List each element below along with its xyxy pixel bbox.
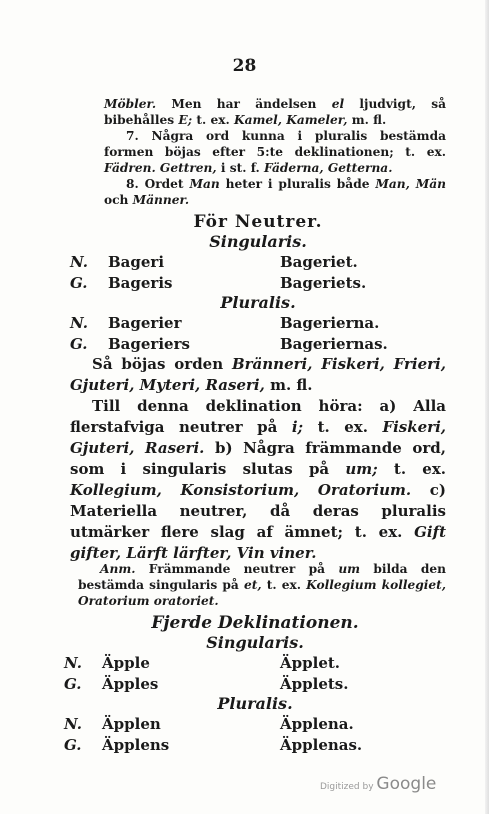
definite-form: Bageriernas. <box>280 334 388 353</box>
example-kamel: Kamel, Kameler, <box>233 113 348 127</box>
text-span: Främmande neutrer på <box>135 562 339 576</box>
rule-8 <box>104 176 446 208</box>
example-words: Gift gifter, Lärft lärfter, Vin viner. <box>70 523 446 562</box>
section-heading: För Neutrer. <box>193 212 323 232</box>
example-words: Kollegium kollegiet, Oratorium oratoriet. <box>78 578 446 608</box>
definite-form: Äpplets. <box>280 674 349 693</box>
case-label: G. <box>70 273 88 292</box>
suffix-um: um; <box>345 460 378 478</box>
text-span: m. fl. <box>264 376 313 394</box>
table-row <box>64 673 446 694</box>
indefinite-form: Äpplen <box>102 714 161 733</box>
plural-table <box>64 713 446 755</box>
singular-table <box>64 652 446 694</box>
section-fourth-declension <box>64 613 446 755</box>
forms-man-man: Man, Män <box>375 177 446 191</box>
singularis-label: Singularis. <box>209 232 307 251</box>
intro-line <box>104 96 446 128</box>
suffix-el: el <box>331 97 345 111</box>
case-label: N. <box>64 714 82 733</box>
singularis-label: Singularis. <box>206 633 304 652</box>
case-label: G. <box>64 674 82 693</box>
digitized-watermark <box>320 774 436 794</box>
case-label: G. <box>64 735 82 754</box>
word-man: Man <box>189 177 220 191</box>
text-span: Men har ändelsen <box>156 97 332 111</box>
text-span: ljudvigt, så bibehålles <box>104 97 446 127</box>
text-span: c) Materiella neutrer, då deras pluralis utmärker flere slag af ämnet; t. ex. <box>70 481 447 541</box>
case-label: N. <box>70 313 88 332</box>
definite-form: Äpplenas. <box>280 735 363 754</box>
text-span: 8. Ordet <box>126 177 190 191</box>
example-words: Bränneri, Fiskeri, Frieri, Gjuteri, Myteri, Raseri, <box>70 355 446 394</box>
indefinite-form: Äpplens <box>102 735 170 754</box>
text-span: 7. Några ord kunna i pluralis bestämda formen böjas efter 5:te deklinationen; t. ex. <box>104 129 446 159</box>
text-span: bilda den bestämda singularis på <box>78 562 446 592</box>
text-span: Så böjas orden <box>92 355 232 373</box>
word-mobler: Möbler. <box>104 97 157 111</box>
inflection-note <box>70 354 446 396</box>
letter-e: E; <box>178 113 193 127</box>
text-span: t. ex. <box>303 418 383 436</box>
definite-form: Bageriets. <box>280 273 367 292</box>
text-span: t. ex. <box>192 113 234 127</box>
anm-note <box>78 561 446 609</box>
pluralis-label: Pluralis. <box>217 694 293 713</box>
case-label: N. <box>70 252 88 271</box>
text-span: t. ex. <box>377 460 446 478</box>
indefinite-form: Äpples <box>102 674 159 693</box>
definite-form: Äpplet. <box>280 653 341 672</box>
indefinite-form: Bageris <box>108 273 173 292</box>
anm-label: Anm. <box>100 562 136 576</box>
page-number: 28 <box>232 56 257 76</box>
page-edge <box>485 0 489 814</box>
table-row <box>64 652 446 673</box>
table-row <box>64 713 446 734</box>
intro-block <box>104 96 446 208</box>
watermark-brand: Google <box>376 774 437 794</box>
singular-table <box>70 251 446 293</box>
case-label: N. <box>64 653 82 672</box>
section-neutrer <box>70 212 446 564</box>
table-row <box>70 272 446 293</box>
text-span: och <box>104 193 133 207</box>
text-span: heter i pluralis både <box>219 177 376 191</box>
example-words: Fiskeri, Gjuteri, Raseri. <box>70 418 446 457</box>
text-span: Till denna deklination höra: a) Alla flerstafviga neutrer på <box>70 397 446 436</box>
annotation-block <box>78 561 446 609</box>
indefinite-form: Bageri <box>108 252 165 271</box>
table-row <box>64 734 446 755</box>
plural-table <box>70 312 446 354</box>
example-faderna: Fäderna, Getterna. <box>264 161 393 175</box>
pluralis-label: Pluralis. <box>220 293 296 312</box>
table-row <box>70 333 446 354</box>
table-row <box>70 312 446 333</box>
indefinite-form: Äpple <box>102 653 150 672</box>
suffix-i: i; <box>291 418 304 436</box>
membership-rules <box>70 396 446 564</box>
definite-form: Bageriet. <box>280 252 358 271</box>
example-words: Kollegium, Konsistorium, Oratorium. <box>70 481 412 499</box>
text-span: i st. f. <box>216 161 265 175</box>
text-span: m. fl. <box>347 113 387 127</box>
section-heading: Fjerde Deklinationen. <box>151 613 359 633</box>
word-manner: Männer. <box>132 193 190 207</box>
indefinite-form: Bagerier <box>108 313 182 332</box>
suffix-um: um <box>338 562 361 576</box>
case-label: G. <box>70 334 88 353</box>
indefinite-form: Bageriers <box>108 334 190 353</box>
rule-7 <box>104 128 446 176</box>
table-row <box>70 251 446 272</box>
watermark-prefix: Digitized by <box>320 782 377 792</box>
text-span: t. ex. <box>261 578 307 592</box>
example-fadren: Fädren. Gettren, <box>104 161 217 175</box>
text-span: b) Några främmande ord, som i singularis slutas på <box>70 439 446 478</box>
definite-form: Äpplena. <box>280 714 354 733</box>
definite-form: Bagerierna. <box>280 313 380 332</box>
suffix-et: et, <box>243 578 262 592</box>
